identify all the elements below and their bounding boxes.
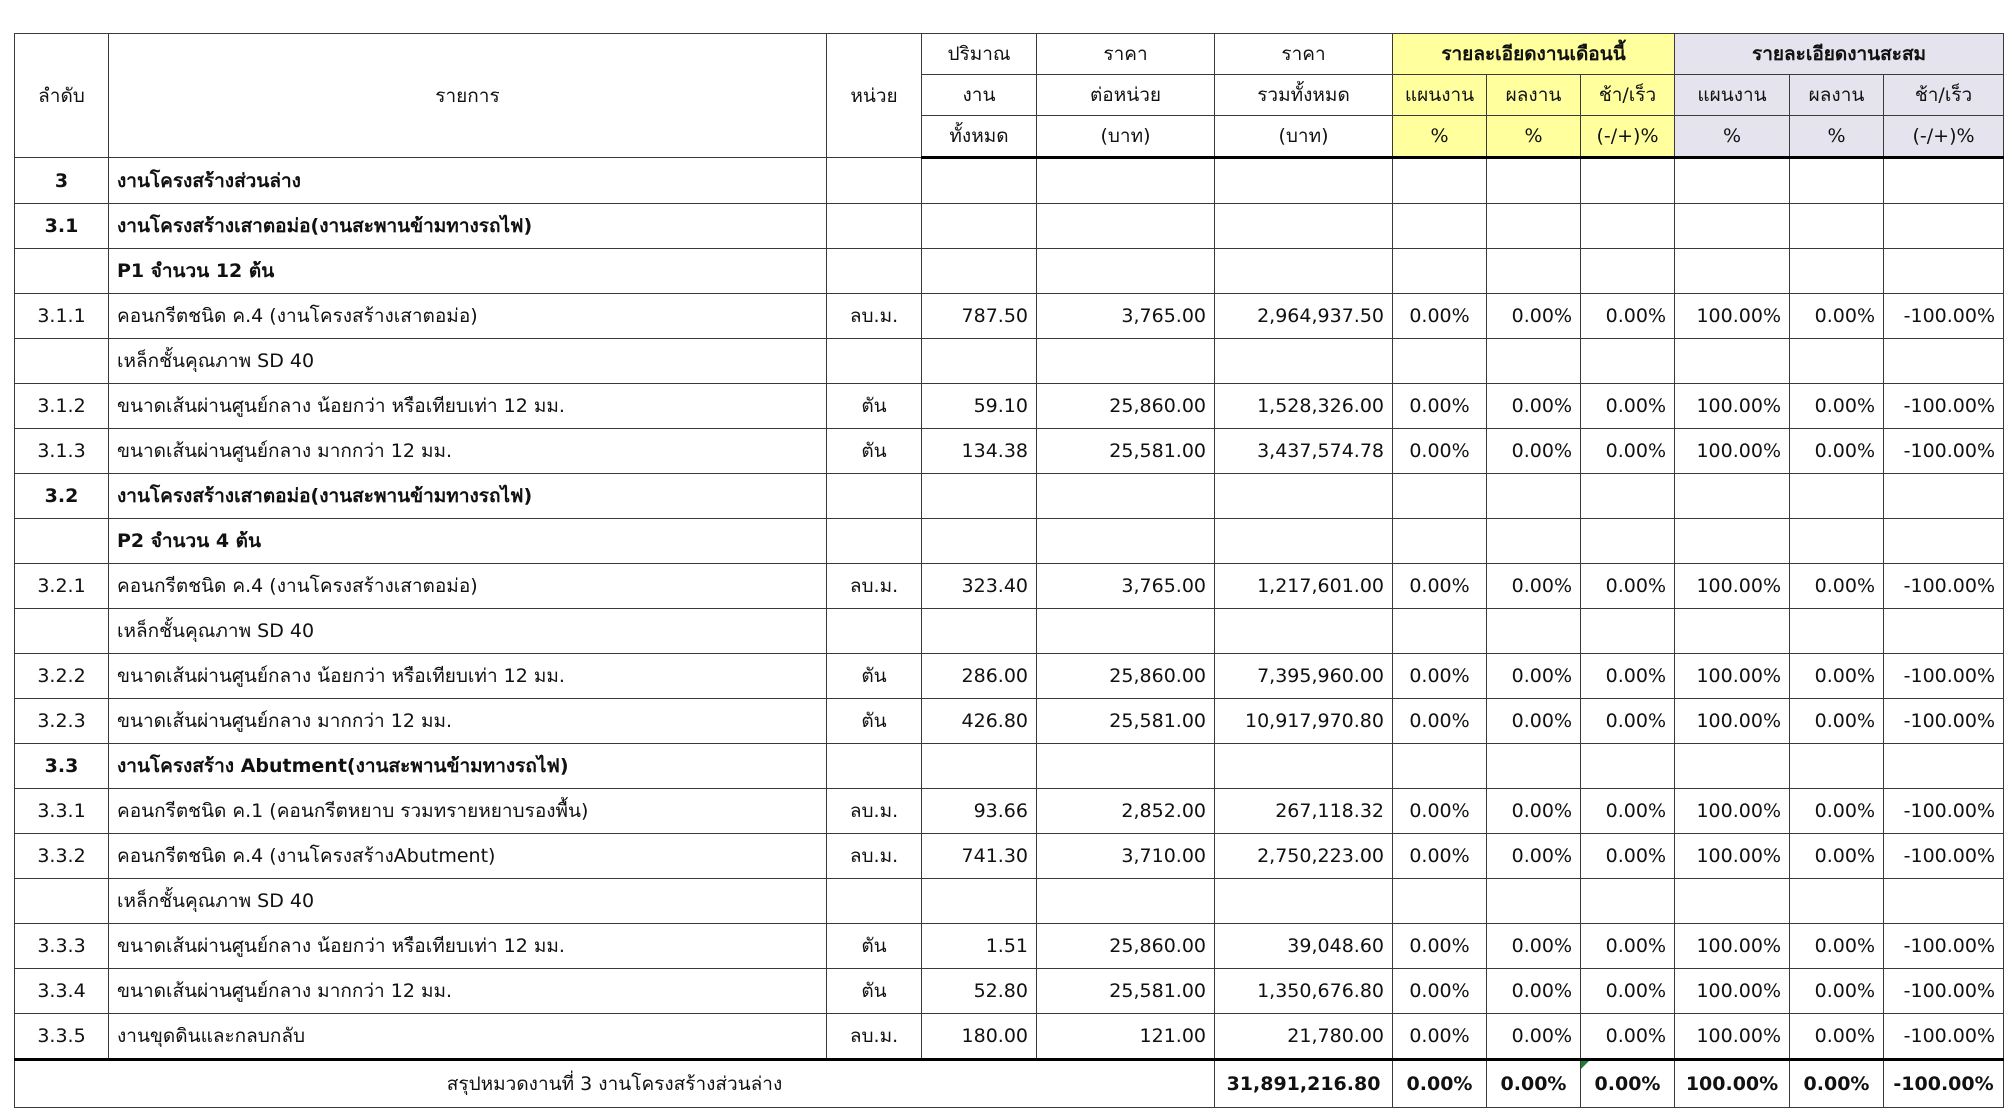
row-unit: ตัน bbox=[827, 969, 922, 1014]
summary-month-plan: 0.00% bbox=[1393, 1060, 1487, 1108]
row-unit: ลบ.ม. bbox=[827, 564, 922, 609]
header-this-month: รายละเอียดงานเดือนนี้ bbox=[1393, 34, 1675, 75]
row-cum-plan bbox=[1675, 519, 1790, 564]
row-cum-diff: -100.00% bbox=[1884, 924, 2004, 969]
row-total: 39,048.60 bbox=[1215, 924, 1393, 969]
row-label: งานโครงสร้างเสาตอม่อ(งานสะพานข้ามทางรถไฟ) bbox=[109, 204, 827, 249]
row-unit bbox=[827, 249, 922, 294]
summary-total: 31,891,216.80 bbox=[1215, 1060, 1393, 1108]
row-total: 1,350,676.80 bbox=[1215, 969, 1393, 1014]
row-unit-price: 3,765.00 bbox=[1037, 294, 1215, 339]
group-row bbox=[15, 249, 2004, 294]
header-total-price-line3: (บาท) bbox=[1215, 116, 1393, 158]
section-row bbox=[15, 204, 2004, 249]
row-month-diff bbox=[1581, 519, 1675, 564]
row-label: งานโครงสร้างเสาตอม่อ(งานสะพานข้ามทางรถไฟ) bbox=[109, 474, 827, 519]
row-month-diff bbox=[1581, 339, 1675, 384]
row-label: ขนาดเส้นผ่านศูนย์กลาง มากกว่า 12 มม. bbox=[109, 969, 827, 1014]
row-cum-actual: 0.00% bbox=[1790, 429, 1884, 474]
row-unit-price: 25,860.00 bbox=[1037, 384, 1215, 429]
row-month-diff: 0.00% bbox=[1581, 429, 1675, 474]
row-month-actual: 0.00% bbox=[1487, 294, 1581, 339]
row-month-diff: 0.00% bbox=[1581, 789, 1675, 834]
header-month-plan-unit: % bbox=[1393, 116, 1487, 158]
row-month-actual: 0.00% bbox=[1487, 384, 1581, 429]
row-month-plan: 0.00% bbox=[1393, 699, 1487, 744]
row-unit bbox=[827, 474, 922, 519]
row-cum-diff: -100.00% bbox=[1884, 564, 2004, 609]
row-month-diff bbox=[1581, 158, 1675, 204]
row-qty bbox=[922, 339, 1037, 384]
row-total: 7,395,960.00 bbox=[1215, 654, 1393, 699]
row-month-actual: 0.00% bbox=[1487, 1014, 1581, 1060]
row-month-diff: 0.00% bbox=[1581, 564, 1675, 609]
row-month-actual bbox=[1487, 158, 1581, 204]
table-row bbox=[15, 384, 2004, 429]
row-month-actual: 0.00% bbox=[1487, 969, 1581, 1014]
row-total bbox=[1215, 249, 1393, 294]
row-cum-plan bbox=[1675, 339, 1790, 384]
row-cum-plan bbox=[1675, 204, 1790, 249]
row-qty: 1.51 bbox=[922, 924, 1037, 969]
row-total bbox=[1215, 158, 1393, 204]
row-no: 3.2.1 bbox=[15, 564, 109, 609]
row-qty bbox=[922, 519, 1037, 564]
row-label: P2 จำนวน 4 ต้น bbox=[109, 519, 827, 564]
row-label: งานโครงสร้างส่วนล่าง bbox=[109, 158, 827, 204]
row-month-plan: 0.00% bbox=[1393, 294, 1487, 339]
row-unit bbox=[827, 339, 922, 384]
row-label: คอนกรีตชนิด ค.4 (งานโครงสร้างAbutment) bbox=[109, 834, 827, 879]
header-unit-price-line3: (บาท) bbox=[1037, 116, 1215, 158]
row-cum-actual bbox=[1790, 339, 1884, 384]
header-cum-diff: ช้า/เร็ว bbox=[1884, 75, 2004, 116]
row-month-diff: 0.00% bbox=[1581, 654, 1675, 699]
row-month-actual: 0.00% bbox=[1487, 429, 1581, 474]
row-cum-actual: 0.00% bbox=[1790, 384, 1884, 429]
group-row bbox=[15, 519, 2004, 564]
row-month-actual bbox=[1487, 474, 1581, 519]
row-unit: ตัน bbox=[827, 699, 922, 744]
row-unit-price: 25,581.00 bbox=[1037, 699, 1215, 744]
row-total bbox=[1215, 339, 1393, 384]
row-cum-plan bbox=[1675, 609, 1790, 654]
row-month-diff: 0.00% bbox=[1581, 699, 1675, 744]
row-cum-diff: -100.00% bbox=[1884, 699, 2004, 744]
row-no: 3.2.3 bbox=[15, 699, 109, 744]
row-month-diff: 0.00% bbox=[1581, 834, 1675, 879]
row-no bbox=[15, 519, 109, 564]
row-unit: ลบ.ม. bbox=[827, 834, 922, 879]
row-cum-actual bbox=[1790, 519, 1884, 564]
row-total: 10,917,970.80 bbox=[1215, 699, 1393, 744]
row-month-actual: 0.00% bbox=[1487, 924, 1581, 969]
row-cum-diff: -100.00% bbox=[1884, 1014, 2004, 1060]
row-qty: 741.30 bbox=[922, 834, 1037, 879]
row-no: 3.3.3 bbox=[15, 924, 109, 969]
row-unit-price bbox=[1037, 249, 1215, 294]
row-label: ขนาดเส้นผ่านศูนย์กลาง มากกว่า 12 มม. bbox=[109, 429, 827, 474]
row-label: ขนาดเส้นผ่านศูนย์กลาง น้อยกว่า หรือเทียบเท่า 12 มม. bbox=[109, 924, 827, 969]
summary-cum-plan: 100.00% bbox=[1675, 1060, 1790, 1108]
row-unit: ลบ.ม. bbox=[827, 1014, 922, 1060]
table-row bbox=[15, 969, 2004, 1014]
row-no: 3.2 bbox=[15, 474, 109, 519]
row-no: 3.3.2 bbox=[15, 834, 109, 879]
row-month-actual bbox=[1487, 204, 1581, 249]
header-total-price-line2: รวมทั้งหมด bbox=[1215, 75, 1393, 116]
row-cum-plan bbox=[1675, 879, 1790, 924]
row-unit: ตัน bbox=[827, 924, 922, 969]
row-month-actual bbox=[1487, 879, 1581, 924]
row-month-diff: 0.00% bbox=[1581, 969, 1675, 1014]
row-total: 2,964,937.50 bbox=[1215, 294, 1393, 339]
row-cum-diff: -100.00% bbox=[1884, 429, 2004, 474]
row-cum-actual: 0.00% bbox=[1790, 924, 1884, 969]
header-cum-plan: แผนงาน bbox=[1675, 75, 1790, 116]
row-no: 3.1.1 bbox=[15, 294, 109, 339]
row-month-plan: 0.00% bbox=[1393, 654, 1487, 699]
row-cum-plan bbox=[1675, 249, 1790, 294]
header-unit-price-line1: ราคา bbox=[1037, 34, 1215, 75]
header-month-diff-unit: (-/+)% bbox=[1581, 116, 1675, 158]
row-cum-actual: 0.00% bbox=[1790, 654, 1884, 699]
row-total: 1,217,601.00 bbox=[1215, 564, 1393, 609]
row-month-actual bbox=[1487, 609, 1581, 654]
row-unit-price: 3,710.00 bbox=[1037, 834, 1215, 879]
row-month-plan bbox=[1393, 204, 1487, 249]
header-cumulative: รายละเอียดงานสะสม bbox=[1675, 34, 2004, 75]
row-total: 267,118.32 bbox=[1215, 789, 1393, 834]
header-month-actual-unit: % bbox=[1487, 116, 1581, 158]
row-cum-actual bbox=[1790, 249, 1884, 294]
row-no: 3.3.1 bbox=[15, 789, 109, 834]
summary-month-actual: 0.00% bbox=[1487, 1060, 1581, 1108]
row-qty: 180.00 bbox=[922, 1014, 1037, 1060]
row-label: งานโครงสร้าง Abutment(งานสะพานข้ามทางรถไฟ) bbox=[109, 744, 827, 789]
row-month-plan bbox=[1393, 744, 1487, 789]
row-no bbox=[15, 249, 109, 294]
row-qty bbox=[922, 204, 1037, 249]
row-no: 3.2.2 bbox=[15, 654, 109, 699]
row-month-plan: 0.00% bbox=[1393, 429, 1487, 474]
row-qty: 134.38 bbox=[922, 429, 1037, 474]
header-seq: ลำดับ bbox=[15, 34, 109, 158]
row-label: เหล็กชั้นคุณภาพ SD 40 bbox=[109, 609, 827, 654]
row-unit: ลบ.ม. bbox=[827, 789, 922, 834]
table-row bbox=[15, 564, 2004, 609]
row-month-diff: 0.00% bbox=[1581, 1014, 1675, 1060]
boq-progress-table bbox=[14, 33, 2004, 1108]
group-row bbox=[15, 879, 2004, 924]
row-unit: ตัน bbox=[827, 429, 922, 474]
row-label: คอนกรีตชนิด ค.4 (งานโครงสร้างเสาตอม่อ) bbox=[109, 564, 827, 609]
row-unit: ตัน bbox=[827, 654, 922, 699]
row-month-plan bbox=[1393, 158, 1487, 204]
row-total bbox=[1215, 744, 1393, 789]
row-unit-price: 2,852.00 bbox=[1037, 789, 1215, 834]
table-body bbox=[15, 158, 2004, 1060]
header-qty-line1: ปริมาณ bbox=[922, 34, 1037, 75]
table-row bbox=[15, 1014, 2004, 1060]
row-unit-price: 25,581.00 bbox=[1037, 969, 1215, 1014]
row-cum-plan: 100.00% bbox=[1675, 699, 1790, 744]
summary-month-diff: 0.00% bbox=[1581, 1060, 1675, 1108]
row-cum-diff: -100.00% bbox=[1884, 384, 2004, 429]
row-unit-price bbox=[1037, 339, 1215, 384]
row-qty: 323.40 bbox=[922, 564, 1037, 609]
row-total: 1,528,326.00 bbox=[1215, 384, 1393, 429]
row-qty: 59.10 bbox=[922, 384, 1037, 429]
row-total bbox=[1215, 519, 1393, 564]
row-qty bbox=[922, 249, 1037, 294]
row-month-plan: 0.00% bbox=[1393, 384, 1487, 429]
row-cum-plan: 100.00% bbox=[1675, 429, 1790, 474]
row-month-plan: 0.00% bbox=[1393, 1014, 1487, 1060]
row-cum-diff bbox=[1884, 519, 2004, 564]
row-month-plan: 0.00% bbox=[1393, 789, 1487, 834]
section-row bbox=[15, 474, 2004, 519]
row-no bbox=[15, 879, 109, 924]
header-item: รายการ bbox=[109, 34, 827, 158]
row-month-plan bbox=[1393, 474, 1487, 519]
row-total bbox=[1215, 609, 1393, 654]
row-cum-diff: -100.00% bbox=[1884, 654, 2004, 699]
row-qty bbox=[922, 744, 1037, 789]
header-unit: หน่วย bbox=[827, 34, 922, 158]
row-total bbox=[1215, 204, 1393, 249]
row-cum-plan bbox=[1675, 744, 1790, 789]
row-total bbox=[1215, 474, 1393, 519]
row-cum-actual: 0.00% bbox=[1790, 969, 1884, 1014]
table-summary bbox=[15, 1060, 2004, 1108]
row-month-plan bbox=[1393, 249, 1487, 294]
row-qty bbox=[922, 474, 1037, 519]
table-row bbox=[15, 654, 2004, 699]
row-no: 3.1.2 bbox=[15, 384, 109, 429]
table-row bbox=[15, 834, 2004, 879]
row-month-actual: 0.00% bbox=[1487, 789, 1581, 834]
row-month-plan: 0.00% bbox=[1393, 924, 1487, 969]
row-no: 3.3 bbox=[15, 744, 109, 789]
row-unit-price bbox=[1037, 474, 1215, 519]
row-cum-diff bbox=[1884, 609, 2004, 654]
row-cum-actual bbox=[1790, 744, 1884, 789]
row-qty bbox=[922, 609, 1037, 654]
header-cum-diff-unit: (-/+)% bbox=[1884, 116, 2004, 158]
row-month-plan bbox=[1393, 609, 1487, 654]
table-row bbox=[15, 699, 2004, 744]
row-unit-price: 25,860.00 bbox=[1037, 924, 1215, 969]
row-no: 3.3.5 bbox=[15, 1014, 109, 1060]
row-cum-actual bbox=[1790, 204, 1884, 249]
table-row bbox=[15, 789, 2004, 834]
row-unit-price bbox=[1037, 158, 1215, 204]
row-unit bbox=[827, 519, 922, 564]
row-unit-price: 25,860.00 bbox=[1037, 654, 1215, 699]
row-cum-plan bbox=[1675, 474, 1790, 519]
row-cum-plan: 100.00% bbox=[1675, 1014, 1790, 1060]
row-unit: ตัน bbox=[827, 384, 922, 429]
row-label: เหล็กชั้นคุณภาพ SD 40 bbox=[109, 339, 827, 384]
row-cum-diff: -100.00% bbox=[1884, 294, 2004, 339]
summary-cum-diff: -100.00% bbox=[1884, 1060, 2004, 1108]
row-cum-diff: -100.00% bbox=[1884, 969, 2004, 1014]
row-total: 3,437,574.78 bbox=[1215, 429, 1393, 474]
row-cum-diff: -100.00% bbox=[1884, 834, 2004, 879]
row-no bbox=[15, 609, 109, 654]
row-unit bbox=[827, 204, 922, 249]
row-unit bbox=[827, 879, 922, 924]
header-month-plan: แผนงาน bbox=[1393, 75, 1487, 116]
row-month-actual bbox=[1487, 249, 1581, 294]
row-qty bbox=[922, 879, 1037, 924]
row-cum-plan: 100.00% bbox=[1675, 834, 1790, 879]
row-no: 3.3.4 bbox=[15, 969, 109, 1014]
group-row bbox=[15, 609, 2004, 654]
row-unit-price bbox=[1037, 879, 1215, 924]
row-label: คอนกรีตชนิด ค.4 (งานโครงสร้างเสาตอม่อ) bbox=[109, 294, 827, 339]
row-cum-actual bbox=[1790, 609, 1884, 654]
row-month-plan bbox=[1393, 519, 1487, 564]
row-cum-actual: 0.00% bbox=[1790, 834, 1884, 879]
row-unit-price: 121.00 bbox=[1037, 1014, 1215, 1060]
table-row bbox=[15, 294, 2004, 339]
row-cum-actual: 0.00% bbox=[1790, 1014, 1884, 1060]
row-month-diff bbox=[1581, 474, 1675, 519]
row-month-plan: 0.00% bbox=[1393, 834, 1487, 879]
row-cum-diff: -100.00% bbox=[1884, 789, 2004, 834]
row-qty bbox=[922, 158, 1037, 204]
row-total: 21,780.00 bbox=[1215, 1014, 1393, 1060]
row-cum-actual: 0.00% bbox=[1790, 789, 1884, 834]
row-unit bbox=[827, 609, 922, 654]
row-month-diff: 0.00% bbox=[1581, 384, 1675, 429]
row-month-diff bbox=[1581, 744, 1675, 789]
row-month-plan bbox=[1393, 339, 1487, 384]
row-cum-plan: 100.00% bbox=[1675, 924, 1790, 969]
header-unit-price-line2: ต่อหน่วย bbox=[1037, 75, 1215, 116]
row-month-diff bbox=[1581, 249, 1675, 294]
header-total-price-line1: ราคา bbox=[1215, 34, 1393, 75]
row-total: 2,750,223.00 bbox=[1215, 834, 1393, 879]
row-month-diff bbox=[1581, 204, 1675, 249]
row-qty: 787.50 bbox=[922, 294, 1037, 339]
row-month-actual bbox=[1487, 519, 1581, 564]
table-header bbox=[15, 34, 2004, 158]
row-month-actual bbox=[1487, 339, 1581, 384]
row-cum-actual: 0.00% bbox=[1790, 294, 1884, 339]
row-cum-diff bbox=[1884, 879, 2004, 924]
row-month-diff bbox=[1581, 609, 1675, 654]
summary-cum-actual: 0.00% bbox=[1790, 1060, 1884, 1108]
row-unit-price bbox=[1037, 519, 1215, 564]
row-cum-diff bbox=[1884, 474, 2004, 519]
row-month-actual: 0.00% bbox=[1487, 564, 1581, 609]
row-label: ขนาดเส้นผ่านศูนย์กลาง น้อยกว่า หรือเทียบเท่า 12 มม. bbox=[109, 654, 827, 699]
row-label: ขนาดเส้นผ่านศูนย์กลาง น้อยกว่า หรือเทียบเท่า 12 มม. bbox=[109, 384, 827, 429]
row-no bbox=[15, 339, 109, 384]
row-label: เหล็กชั้นคุณภาพ SD 40 bbox=[109, 879, 827, 924]
row-month-actual: 0.00% bbox=[1487, 834, 1581, 879]
row-qty: 286.00 bbox=[922, 654, 1037, 699]
row-unit bbox=[827, 744, 922, 789]
header-cum-actual: ผลงาน bbox=[1790, 75, 1884, 116]
summary-row bbox=[15, 1060, 2004, 1108]
row-month-diff: 0.00% bbox=[1581, 924, 1675, 969]
row-unit: ลบ.ม. bbox=[827, 294, 922, 339]
row-cum-diff bbox=[1884, 339, 2004, 384]
row-cum-plan: 100.00% bbox=[1675, 564, 1790, 609]
row-label: งานขุดดินและกลบกลับ bbox=[109, 1014, 827, 1060]
row-month-actual: 0.00% bbox=[1487, 699, 1581, 744]
row-cum-diff bbox=[1884, 249, 2004, 294]
row-unit-price bbox=[1037, 744, 1215, 789]
row-no: 3.1 bbox=[15, 204, 109, 249]
row-month-plan: 0.00% bbox=[1393, 969, 1487, 1014]
row-qty: 93.66 bbox=[922, 789, 1037, 834]
header-cum-plan-unit: % bbox=[1675, 116, 1790, 158]
row-cum-plan: 100.00% bbox=[1675, 969, 1790, 1014]
section-row bbox=[15, 744, 2004, 789]
row-cum-actual bbox=[1790, 879, 1884, 924]
row-month-plan bbox=[1393, 879, 1487, 924]
row-cum-plan: 100.00% bbox=[1675, 789, 1790, 834]
row-unit-price bbox=[1037, 609, 1215, 654]
header-qty-line2: งาน bbox=[922, 75, 1037, 116]
header-cum-actual-unit: % bbox=[1790, 116, 1884, 158]
header-month-diff: ช้า/เร็ว bbox=[1581, 75, 1675, 116]
row-month-diff: 0.00% bbox=[1581, 294, 1675, 339]
row-cum-diff bbox=[1884, 744, 2004, 789]
summary-label: สรุปหมวดงานที่ 3 งานโครงสร้างส่วนล่าง bbox=[15, 1060, 1215, 1108]
section-row bbox=[15, 158, 2004, 204]
header-qty-line3: ทั้งหมด bbox=[922, 116, 1037, 158]
row-month-actual bbox=[1487, 744, 1581, 789]
table-row bbox=[15, 924, 2004, 969]
row-unit-price: 25,581.00 bbox=[1037, 429, 1215, 474]
row-cum-diff bbox=[1884, 158, 2004, 204]
row-cum-plan: 100.00% bbox=[1675, 654, 1790, 699]
header-month-actual: ผลงาน bbox=[1487, 75, 1581, 116]
row-cum-plan: 100.00% bbox=[1675, 384, 1790, 429]
row-cum-actual bbox=[1790, 158, 1884, 204]
row-cum-diff bbox=[1884, 204, 2004, 249]
row-month-plan: 0.00% bbox=[1393, 564, 1487, 609]
row-cum-plan: 100.00% bbox=[1675, 294, 1790, 339]
row-label: คอนกรีตชนิด ค.1 (คอนกรีตหยาบ รวมทรายหยาบรองพื้น) bbox=[109, 789, 827, 834]
row-month-diff bbox=[1581, 879, 1675, 924]
row-cum-actual: 0.00% bbox=[1790, 564, 1884, 609]
row-unit-price: 3,765.00 bbox=[1037, 564, 1215, 609]
row-label: ขนาดเส้นผ่านศูนย์กลาง มากกว่า 12 มม. bbox=[109, 699, 827, 744]
row-no: 3.1.3 bbox=[15, 429, 109, 474]
row-unit-price bbox=[1037, 204, 1215, 249]
row-month-actual: 0.00% bbox=[1487, 654, 1581, 699]
row-qty: 426.80 bbox=[922, 699, 1037, 744]
row-no: 3 bbox=[15, 158, 109, 204]
table-row bbox=[15, 429, 2004, 474]
row-unit bbox=[827, 158, 922, 204]
row-qty: 52.80 bbox=[922, 969, 1037, 1014]
row-cum-actual: 0.00% bbox=[1790, 699, 1884, 744]
row-total bbox=[1215, 879, 1393, 924]
row-label: P1 จำนวน 12 ต้น bbox=[109, 249, 827, 294]
row-cum-actual bbox=[1790, 474, 1884, 519]
row-cum-plan bbox=[1675, 158, 1790, 204]
group-row bbox=[15, 339, 2004, 384]
